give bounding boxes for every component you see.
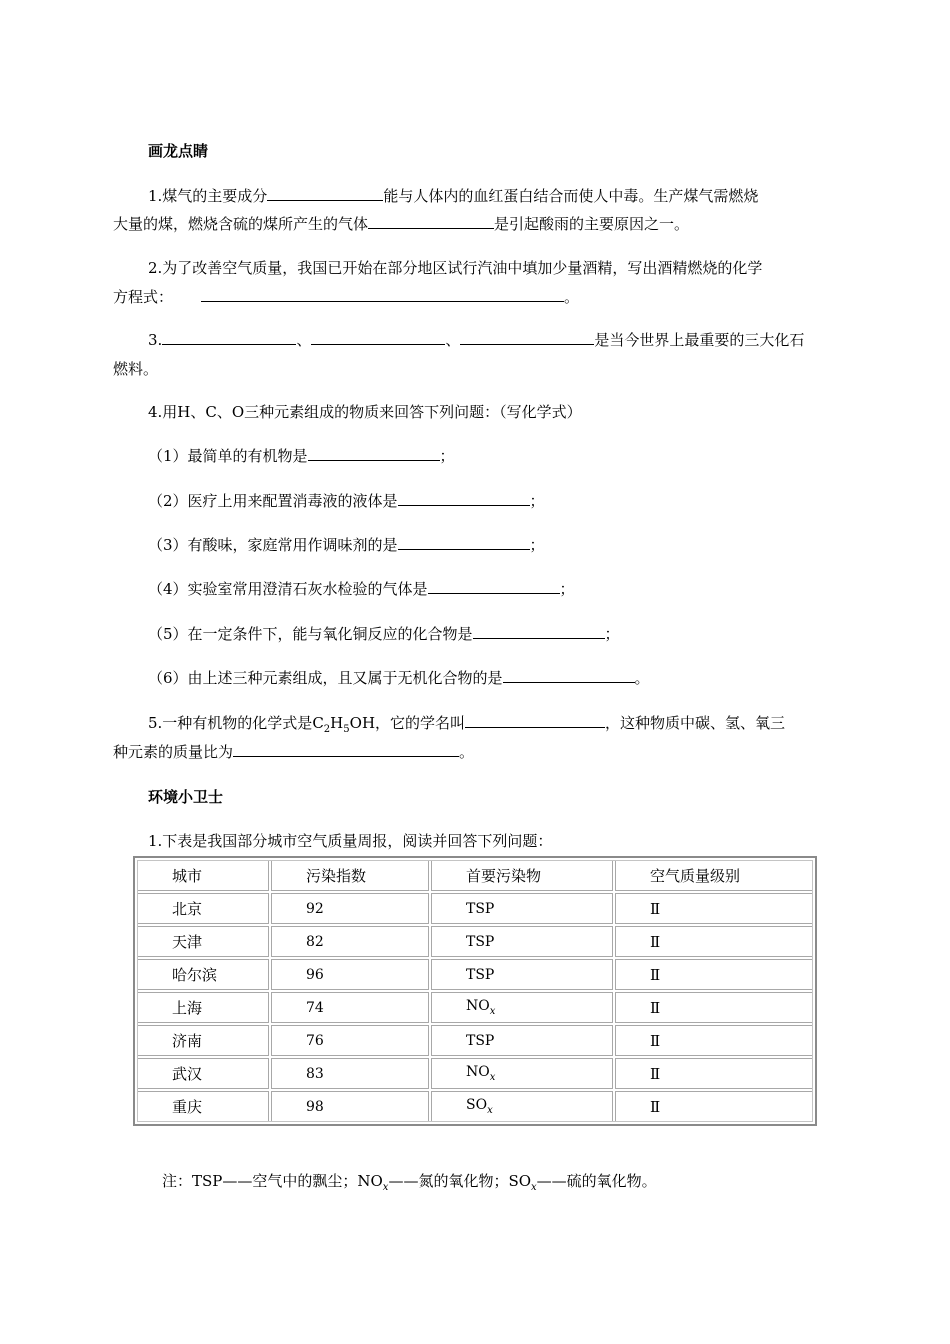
q5-blank-2[interactable] [233, 741, 459, 757]
q4-item-6-end: 。 [634, 669, 650, 687]
note-sub-2: x [531, 1182, 537, 1193]
header-city: 城市 [137, 860, 269, 891]
table-row [137, 926, 813, 957]
cell-pollutant [431, 992, 613, 1023]
q4-item-5-text: （5）在一定条件下，能与氧化铜反应的化合物是 [148, 625, 473, 643]
q5-text-a: 5.一种有机物的化学式是C [148, 714, 324, 732]
cell-level: Ⅱ [615, 1025, 813, 1056]
q4-item-6 [148, 667, 650, 688]
air-quality-table [133, 856, 817, 1126]
cell-index: 98 [271, 1091, 429, 1122]
q1-text-a: 1.煤气的主要成分 [148, 187, 268, 205]
q4-item-4-blank[interactable] [428, 578, 560, 594]
cell-index: 96 [271, 959, 429, 990]
q4-item-6-text: （6）由上述三种元素组成，且又属于无机化合物的是 [148, 669, 503, 687]
note-text-a: 注：TSP——空气中的飘尘；NO [162, 1172, 383, 1190]
cell-pollutant-sub: x [489, 1071, 496, 1083]
cell-pollutant: TSP [431, 893, 613, 924]
cell-level: Ⅱ [615, 1091, 813, 1122]
cell-level: Ⅱ [615, 1058, 813, 1089]
table-row [137, 1091, 813, 1122]
q4-item-3-text: （3）有酸味，家庭常用作调味剂的是 [148, 536, 398, 554]
cell-city: 天津 [137, 926, 269, 957]
cell-city: 武汉 [137, 1058, 269, 1089]
cell-pollutant: TSP [431, 959, 613, 990]
q4-item-4-text: （4）实验室常用澄清石灰水检验的气体是 [148, 580, 428, 598]
table-row [137, 959, 813, 990]
cell-pollutant-base: NO [466, 998, 490, 1015]
cell-city: 济南 [137, 1025, 269, 1056]
q2-line2 [113, 286, 579, 307]
note-text-b: ——氮的氧化物；SO [388, 1172, 532, 1190]
q5-line1 [148, 712, 785, 735]
q4-item-5 [148, 623, 620, 644]
q4-item-6-blank[interactable] [503, 667, 635, 683]
q3-blank-2[interactable] [311, 329, 445, 345]
q4-item-5-blank[interactable] [473, 623, 605, 639]
q5-text-e: 。 [459, 743, 475, 761]
q3-blank-1[interactable] [162, 329, 296, 345]
cell-index: 92 [271, 893, 429, 924]
section-title-huanjing: 环境小卫士 [148, 788, 224, 806]
q2-blank[interactable] [201, 286, 564, 302]
cell-pollutant [431, 1091, 613, 1122]
s2-q1-text: 1.下表是我国部分城市空气质量周报，阅读并回答下列问题： [148, 832, 553, 850]
table-row [137, 1058, 813, 1089]
q4-item-2-text: （2）医疗上用来配置消毒液的液体是 [148, 492, 398, 510]
q4-item-3-end: ； [529, 536, 545, 554]
q4-item-2-end: ； [529, 492, 545, 510]
q3-blank-3[interactable] [460, 329, 594, 345]
q4-item-4 [148, 578, 575, 599]
q4-item-1 [148, 445, 455, 466]
table-note [162, 1170, 657, 1193]
q1-text-c: 大量的煤，燃烧含硫的煤所产生的气体 [113, 215, 369, 233]
cell-city: 上海 [137, 992, 269, 1023]
q4-item-4-end: ； [559, 580, 575, 598]
q5-blank-1[interactable] [465, 712, 605, 728]
q4-item-1-blank[interactable] [308, 445, 440, 461]
q1-blank-1[interactable] [267, 185, 383, 201]
cell-pollutant-sub: x [487, 1104, 493, 1116]
section-title-hualong: 画龙点睛 [148, 142, 209, 160]
note-sub-1: x [382, 1182, 389, 1193]
q2-text-b: 方程式： [113, 288, 174, 306]
q2-text-c: 。 [564, 288, 580, 306]
cell-pollutant: TSP [431, 926, 613, 957]
header-pollutant: 首要污染物 [431, 860, 613, 891]
q4-item-5-end: ； [604, 625, 620, 643]
header-index: 污染指数 [271, 860, 429, 891]
q4-item-3-blank[interactable] [398, 534, 530, 550]
table-row [137, 893, 813, 924]
q2-line1: 2.为了改善空气质量，我国已开始在部分地区试行汽油中填加少量酒精，写出酒精燃烧的化学 [148, 259, 763, 277]
cell-index: 74 [271, 992, 429, 1023]
cell-pollutant-base: SO [466, 1097, 488, 1114]
q5-text-b: OH，它的学名叫 [349, 714, 466, 732]
cell-index: 76 [271, 1025, 429, 1056]
q5-text-mid: H [330, 714, 344, 732]
cell-pollutant: TSP [431, 1025, 613, 1056]
header-level: 空气质量级别 [615, 860, 813, 891]
q5-text-c: ，这种物质中碳、氢、氧三 [605, 714, 786, 732]
q3-text-a: 3. [148, 331, 163, 349]
q5-line2 [113, 741, 474, 762]
q4-item-1-text: （1）最简单的有机物是 [148, 447, 308, 465]
table-row [137, 1025, 813, 1056]
cell-pollutant-sub: x [489, 1005, 496, 1017]
cell-pollutant-base: NO [466, 1064, 490, 1081]
cell-pollutant [431, 1058, 613, 1089]
q4-item-3 [148, 534, 545, 555]
q4-stem: 4.用H、C、O三种元素组成的物质来回答下列问题：（写化学式） [148, 403, 582, 421]
q4-item-1-end: ； [439, 447, 455, 465]
note-text-c: ——硫的氧化物。 [536, 1172, 657, 1190]
q1-text-b: 能与人体内的血红蛋白结合而使人中毒。生产煤气需燃烧 [383, 187, 759, 205]
q1-text-d: 是引起酸雨的主要原因之一。 [494, 215, 690, 233]
q4-item-2-blank[interactable] [398, 490, 530, 506]
q5-sub-2: 5 [343, 724, 350, 735]
cell-index: 83 [271, 1058, 429, 1089]
q5-sub-1: 2 [323, 724, 331, 735]
cell-city: 重庆 [137, 1091, 269, 1122]
q4-item-2 [148, 490, 545, 511]
cell-level: Ⅱ [615, 893, 813, 924]
q1-blank-2[interactable] [368, 213, 494, 229]
q5-text-d: 种元素的质量比为 [113, 743, 234, 761]
q3-sep-2: 、 [445, 331, 461, 349]
cell-level: Ⅱ [615, 926, 813, 957]
q3-line2: 燃料。 [113, 360, 159, 378]
q1-line2 [113, 213, 689, 234]
table-row [137, 992, 813, 1023]
cell-index: 82 [271, 926, 429, 957]
q3-text-b: 是当今世界上最重要的三大化石 [594, 331, 805, 349]
cell-level: Ⅱ [615, 959, 813, 990]
cell-city: 北京 [137, 893, 269, 924]
cell-city: 哈尔滨 [137, 959, 269, 990]
cell-level: Ⅱ [615, 992, 813, 1023]
q1-line1 [148, 185, 758, 206]
q3-sep-1: 、 [296, 331, 312, 349]
table-header-row [137, 860, 813, 891]
q3-line1 [148, 329, 804, 350]
